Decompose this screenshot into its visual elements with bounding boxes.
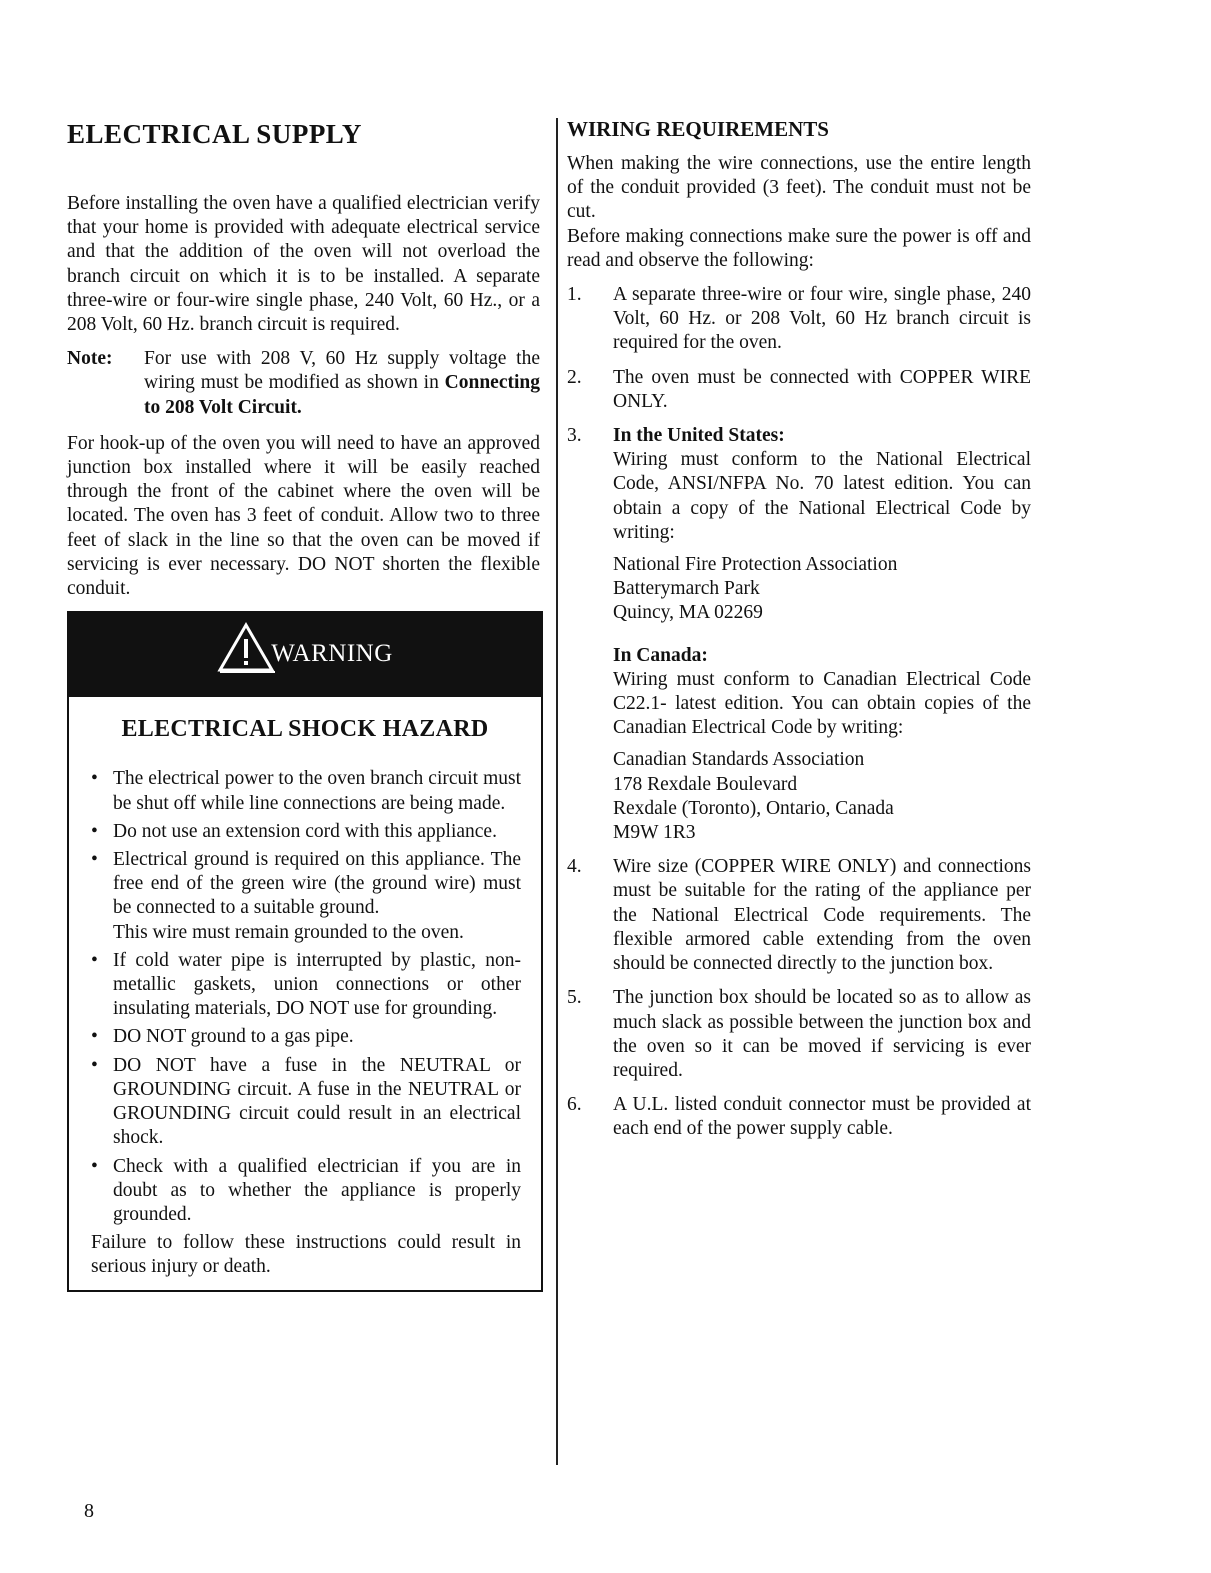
item-text: The oven must be connected with COPPER WIRE ONLY. <box>613 366 1031 412</box>
note-body <box>144 347 540 420</box>
warning-bullet <box>91 848 521 945</box>
warning-triangle-icon <box>217 622 275 674</box>
item-text: Wire size (COPPER WIRE ONLY) and connections must be suitable for the rating of the appliance per the National Electrical Code requirements. The flexible armored cable extending from the oven should be connected directly to the junction box. <box>613 856 1031 975</box>
warning-bullet: • Do not use an extension cord with this appliance. <box>91 820 521 844</box>
electrical-supply-paragraph: Before installing the oven have a qualified electrician verify that your home is provided with adequate electrical service and that the addition of the oven will not overload the branch circuit on which it is to be installed. A separate three-wire or four-wire single phase, 240 Volt, 60 Hz., or a 208 Volt, 60 Hz. branch circuit is required. <box>67 193 540 336</box>
canada-text: Wiring must conform to Canadian Electrical Code C22.1- latest edition. You can obtain copies of the Canadian Electrical Code by writing: <box>613 668 1031 739</box>
warning-bullet: • DO NOT have a fuse in the NEUTRAL or GROUNDING circuit. A fuse in the NEUTRAL or GROUNDING circuit could result in an electrical shock. <box>91 1054 521 1151</box>
canada-address <box>613 748 1031 845</box>
item-number: 2. <box>567 366 582 388</box>
address-line: 178 Rexdale Boulevard <box>613 773 798 795</box>
item-number: 6. <box>567 1094 582 1116</box>
column-divider <box>556 118 558 1465</box>
us-text: Wiring must conform to the National Electrical Code, ANSI/NFPA No. 70 latest edition. You can obtain a copy of the National Electrical Code by writing: <box>613 449 1031 543</box>
left-column <box>67 110 540 1292</box>
item-number: 5. <box>567 987 582 1009</box>
address-line: Rexdale (Toronto), Ontario, Canada <box>613 797 894 819</box>
right-column <box>567 110 1031 1152</box>
wiring-requirements-heading: WIRING REQUIREMENTS <box>567 117 829 141</box>
item-number: 3. <box>567 425 582 447</box>
item-text: A U.L. listed conduit connector must be provided at each end of the power supply cable. <box>613 1094 1031 1140</box>
warning-bullet-list <box>69 767 541 1227</box>
item-text: The junction box should be located so as to allow as much slack as possible between the junction box and the oven so it can be moved if servicing is ever required. <box>613 987 1031 1081</box>
warning-bullet: • Check with a qualified electrician if you are in doubt as to whether the appliance is properly grounded. <box>91 1155 521 1228</box>
us-address <box>613 553 1031 626</box>
item-number: 4. <box>567 856 582 878</box>
note-block <box>67 347 540 420</box>
us-subheading: In the United States: <box>613 425 785 447</box>
warning-banner <box>69 611 541 697</box>
address-line: M9W 1R3 <box>613 822 696 844</box>
warning-box <box>67 611 543 1291</box>
list-item <box>567 366 1031 414</box>
item-text: A separate three-wire or four wire, single phase, 240 Volt, 60 Hz. or 208 Volt, 60 Hz branch circuit is required for the oven. <box>613 284 1031 354</box>
list-item <box>567 1093 1031 1141</box>
warning-bullet: • The electrical power to the oven branch circuit must be shut off while line connections are being made. <box>91 767 521 815</box>
warning-label: WARNING <box>271 640 393 668</box>
warning-bullet: • If cold water pipe is interrupted by plastic, non-metallic gaskets, union connections or other insulating materials, DO NOT use for grounding. <box>91 949 521 1022</box>
wiring-paragraph-1: When making the wire connections, use the entire length of the conduit provided (3 feet). The conduit must not be cut. <box>567 153 1031 223</box>
note-label: Note: <box>67 348 113 370</box>
list-item <box>567 283 1031 356</box>
canada-subheading: In Canada: <box>613 644 708 666</box>
address-line: Batterymarch Park <box>613 578 760 600</box>
list-item <box>567 986 1031 1083</box>
hookup-paragraph: For hook-up of the oven you will need to have an approved junction box installed where it will be easily reached through the front of the cabinet where the oven will be located. The oven has 3 feet of conduit. Allow two to three feet of slack in the line so that the oven can be moved if servicing is ever necessary. DO NOT shorten the flexible conduit. <box>67 432 540 600</box>
ground-followup: This wire must remain grounded to the oven. <box>113 921 464 943</box>
note-text: For use with 208 V, 60 Hz supply voltage the wiring must be modified as shown in <box>144 348 540 394</box>
item-text <box>613 424 1031 845</box>
note-reference: Connecting to 208 Volt Circuit. <box>144 372 540 418</box>
address-line: National Fire Protection Association <box>613 554 898 576</box>
list-item <box>567 424 1031 845</box>
page-number: 8 <box>84 1500 94 1522</box>
electrical-supply-heading: ELECTRICAL SUPPLY <box>67 119 362 149</box>
list-item <box>567 855 1031 976</box>
wiring-list <box>567 283 1031 1142</box>
failure-statement: Failure to follow these instructions could result in serious injury or death. <box>91 1232 521 1278</box>
hazard-title: ELECTRICAL SHOCK HAZARD <box>121 716 489 743</box>
warning-bullet: • DO NOT ground to a gas pipe. <box>91 1025 521 1049</box>
address-line: Quincy, MA 02269 <box>613 602 763 624</box>
address-line: Canadian Standards Association <box>613 749 865 771</box>
ground-requirement: • Electrical ground is required on this appliance. The free end of the green wire (the ground wire) must be connected to a suitable ground. <box>113 849 521 919</box>
item-number: 1. <box>567 284 582 306</box>
wiring-paragraph-2: Before making connections make sure the power is off and read and observe the following: <box>567 225 1031 271</box>
